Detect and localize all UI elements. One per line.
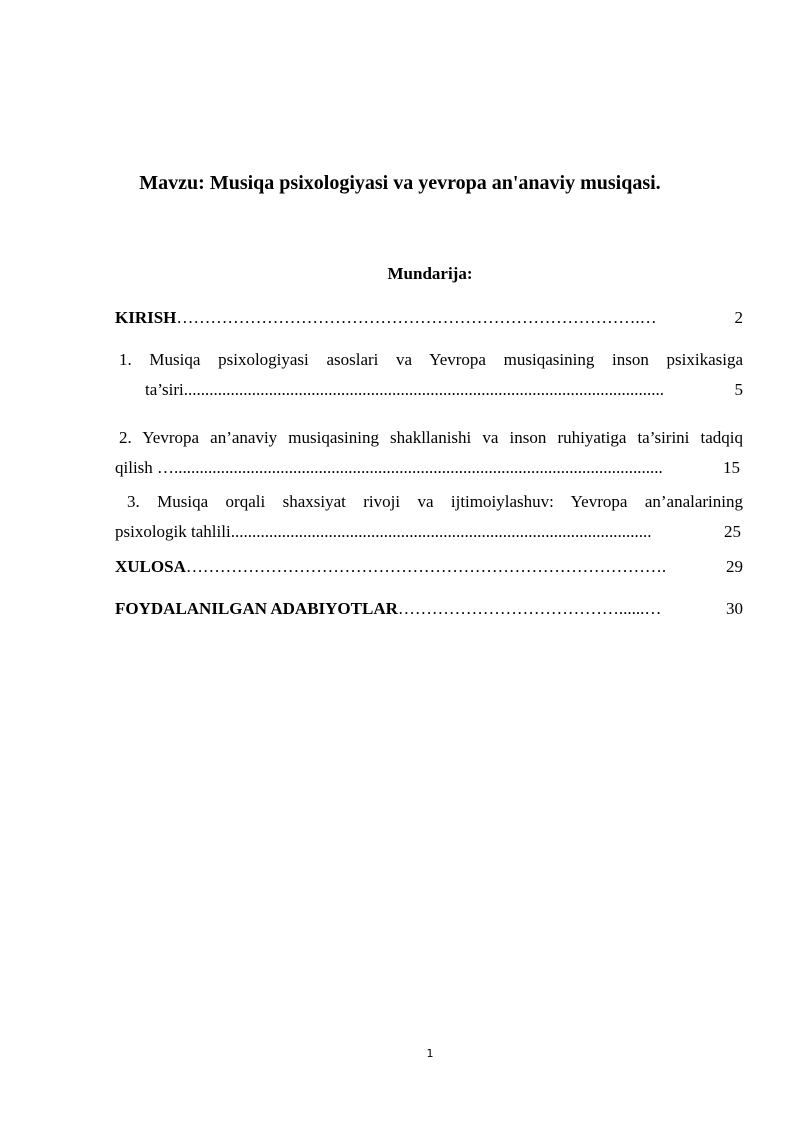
toc-entry-chapter2 [115, 423, 743, 483]
toc-leader-dots: ................................................................................................................. [183, 380, 664, 399]
toc-entry-label: FOYDALANILGAN ADABIYOTLAR [115, 599, 398, 618]
toc-entry-references [115, 594, 743, 624]
toc-leader-dots: ................................................................................................................... [174, 458, 663, 477]
toc-entry-intro [115, 303, 743, 333]
toc-page-number: 25 [724, 522, 741, 541]
toc-page-number: 15 [723, 458, 740, 477]
toc-page-number: 5 [734, 380, 743, 399]
page-number: 1 [426, 1047, 434, 1060]
toc-leader-dots: …………………………………………………………………………. [185, 557, 667, 576]
toc-entry-label: 2. Yevropa an’anaviy musiqasining shakllanishi va inson ruhiyatiga ta’sirini tadqiq [119, 428, 743, 447]
toc-entry-chapter1 [115, 345, 743, 405]
toc-entry-label: XULOSA [115, 557, 186, 576]
toc-entry-label: 1. Musiqa psixologiyasi asoslari va Yevropa musiqasining inson psixikasiga [119, 350, 743, 369]
toc-page-number: 30 [726, 599, 743, 618]
toc-entry-label-cont: qilish … [115, 458, 175, 477]
toc-entry-label: 3. Musiqa orqali shaxsiyat rivoji va ijtimoiylashuv: Yevropa an’analarining [127, 492, 743, 511]
toc-leader-dots: ................................................................................................... [230, 522, 652, 541]
toc-entry-conclusion [115, 552, 743, 582]
toc-leader-dots: …………………………………......… [397, 599, 662, 618]
toc-page-number: 29 [726, 557, 743, 576]
toc-page-number: 2 [734, 308, 743, 327]
toc-leader-dots: ……………………………………………………………………….… [176, 308, 657, 327]
toc-entry-label-cont: psixologik tahlili [115, 522, 231, 541]
toc-entry-label-cont: ta’siri [145, 380, 184, 399]
toc-heading: Mundarija: [387, 264, 473, 283]
toc-entry-label: KIRISH [115, 308, 177, 327]
toc-entry-chapter3 [115, 487, 743, 547]
document-title: Mavzu: Musiqa psixologiyasi va yevropa an'anaviy musiqasi. [139, 172, 661, 194]
